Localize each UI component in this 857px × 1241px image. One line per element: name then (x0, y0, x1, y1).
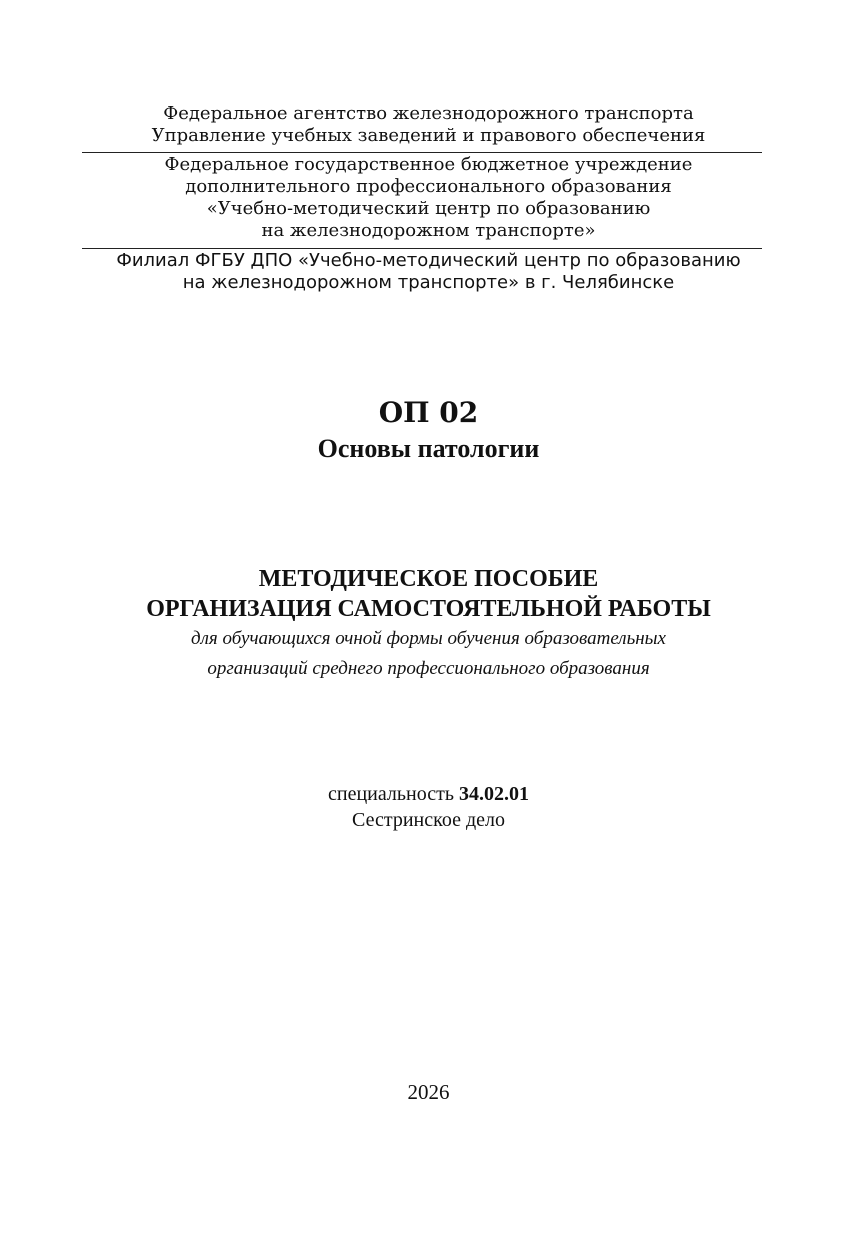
branch-line: на железнодорожном транспорте» в г. Челябинске (182, 272, 675, 293)
institution-line: дополнительного профессионального образования (185, 176, 672, 197)
agency-header (0, 103, 857, 147)
header-divider-top (82, 152, 762, 153)
manual-heading: МЕТОДИЧЕСКОЕ ПОСОБИЕ (258, 566, 599, 592)
institution-line: на железнодорожном транспорте» (261, 220, 596, 241)
course-code: ОП 02 (378, 396, 479, 429)
specialty-block (0, 781, 857, 833)
department-line: Управление учебных заведений и правового обеспечения (151, 125, 706, 146)
branch-line: Филиал ФГБУ ДПО «Учебно-методический центр по образованию (116, 250, 741, 271)
course-name: Основы патологии (317, 434, 540, 463)
institution-line: Федеральное государственное бюджетное учреждение (164, 154, 693, 175)
specialty-code: 34.02.01 (458, 783, 529, 805)
branch-header (0, 250, 857, 294)
manual-heading: ОРГАНИЗАЦИЯ САМОСТОЯТЕЛЬНОЙ РАБОТЫ (146, 596, 711, 622)
institution-line: «Учебно-методический центр по образованию (206, 198, 651, 219)
manual-subtitle: для обучающихся очной формы обучения образовательных (191, 628, 666, 649)
institution-header (0, 154, 857, 242)
course-title (0, 395, 857, 467)
header-divider-bottom (82, 248, 762, 249)
specialty-name: Сестринское дело (352, 809, 505, 831)
manual-subtitle: организаций среднего профессионального образования (207, 658, 650, 679)
publication-year: 2026 (407, 1080, 450, 1104)
year-block (0, 1079, 857, 1105)
specialty-line (0, 781, 857, 807)
specialty-label: специальность (328, 783, 454, 805)
manual-title (0, 564, 857, 684)
agency-line: Федеральное агентство железнодорожного транспорта (163, 103, 694, 124)
